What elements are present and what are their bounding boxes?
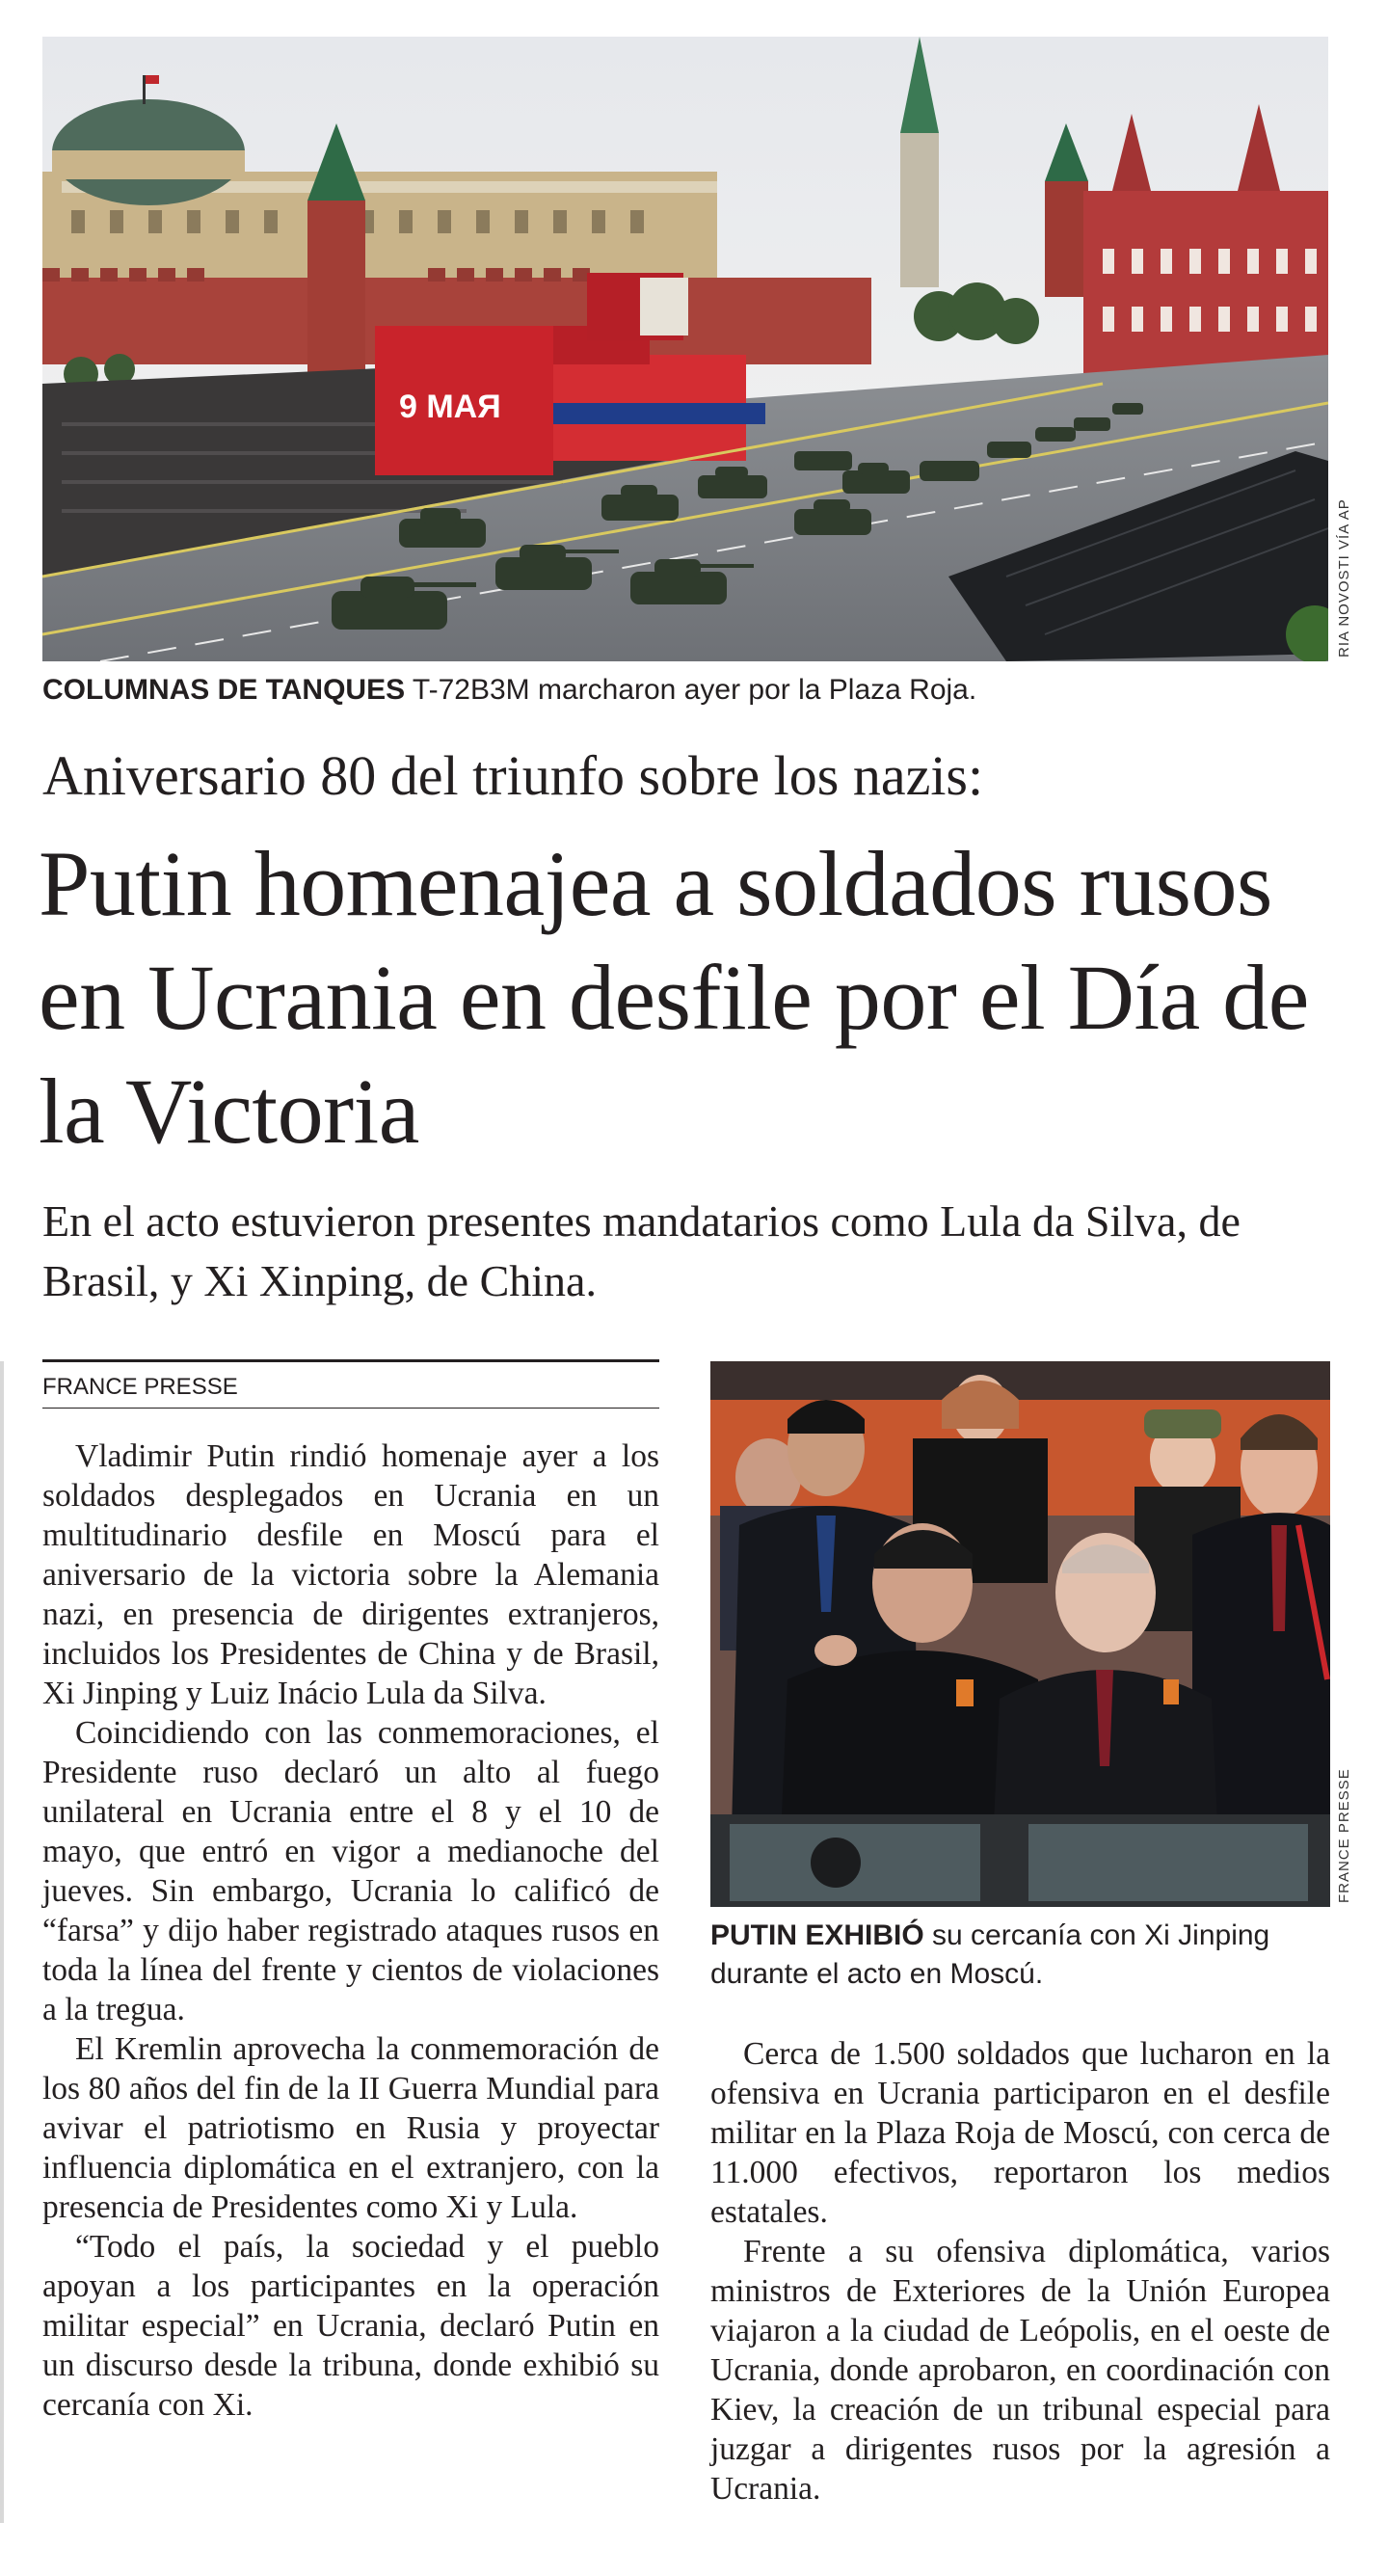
top-photo-caption [42, 671, 1334, 710]
article-column-left [42, 1436, 659, 2425]
top-caption-text: T-72B3M marcharon ayer por la Plaza Roja. [405, 674, 977, 706]
kicker: Aniversario 80 del triunfo sobre los nazis: [42, 744, 984, 807]
leaders-illustration [710, 1361, 1330, 1907]
side-caption-text: su cercanía con Xi Jinping durante el acto en Moscú. [710, 1919, 1270, 1990]
red-square-illustration [42, 37, 1328, 661]
paragraph: “Todo el país, la sociedad y el pueblo apoyan a los participantes en la operación militar especial” en Ucrania, declaró Putin en un discurso desde la tribuna, donde exhibió su cercanía con Xi. [42, 2229, 659, 2423]
side-photo-credit: FRANCE PRESSE [1336, 1768, 1352, 1903]
paragraph: Cerca de 1.500 soldados que lucharon en la ofensiva en Ucrania participaron en el desfile militar en la Plaza Roja de Moscú, con cerca de 11.000 efectivos, reportaron los medios estatales. [710, 2036, 1330, 2230]
top-photo-credit: RIA NOVOSTI VÍA AP [1336, 498, 1352, 657]
side-photo-caption [710, 1917, 1337, 1994]
parade-photo [42, 37, 1328, 661]
byline-rule-bottom [42, 1408, 659, 1409]
top-caption-lead: COLUMNAS DE TANQUES [42, 674, 406, 706]
side-caption-lead: PUTIN EXHIBIÓ [710, 1919, 924, 1951]
paragraph: Coincidiendo con las conmemoraciones, el Presidente ruso declaró un alto al fuego unilateral en Ucrania entre el 8 y el 10 de mayo, que entró en vigor a medianoche del jueves. Sin embargo, Ucrania lo calificó de “farsa” y dijo haber registrado ataques rusos en toda la línea del frente y cientos de violaciones a la tregua. [42, 1715, 659, 2027]
byline: FRANCE PRESSE [42, 1374, 238, 1400]
leaders-photo [710, 1361, 1330, 1907]
article-column-right [710, 2034, 1330, 2509]
paragraph: Frente a su ofensiva diplomática, varios ministros de Exteriores de la Unión Europea viajaron a la ciudad de Leópolis, en el oeste de Ucrania, donde aprobaron, en coordinación con Kiev, la creación de un tribunal especial para juzgar a dirigentes rusos por la agresión a Ucrania. [710, 2234, 1330, 2507]
deck: En el acto estuvieron presentes mandatarios como Lula da Silva, de Brasil, y Xi Xinping, de China. [42, 1196, 1241, 1305]
byline-rule-top [42, 1359, 659, 1362]
tribune-sign: 9 МАЯ [399, 389, 501, 425]
paragraph: El Kremlin aprovecha la conmemoración de los 80 años del fin de la II Guerra Mundial para avivar el patriotismo en Rusia y proyectar influencia diplomática en el extranjero, con la presencia de Presidentes como Xi y Lula. [42, 2031, 659, 2225]
headline: Putin homenajea a soldados rusos en Ucrania en desfile por el Día de la Victoria [39, 832, 1309, 1163]
paragraph: Vladimir Putin rindió homenaje ayer a los soldados desplegados en Ucrania en un multitudinario desfile en Moscú para el aniversario de la victoria sobre la Alemania nazi, en presencia de dirigentes extranjeros, incluidos los Presidentes de China y de Brasil, Xi Jinping y Luiz Inácio Lula da Silva. [42, 1438, 659, 1711]
page-edge [0, 1361, 4, 2523]
